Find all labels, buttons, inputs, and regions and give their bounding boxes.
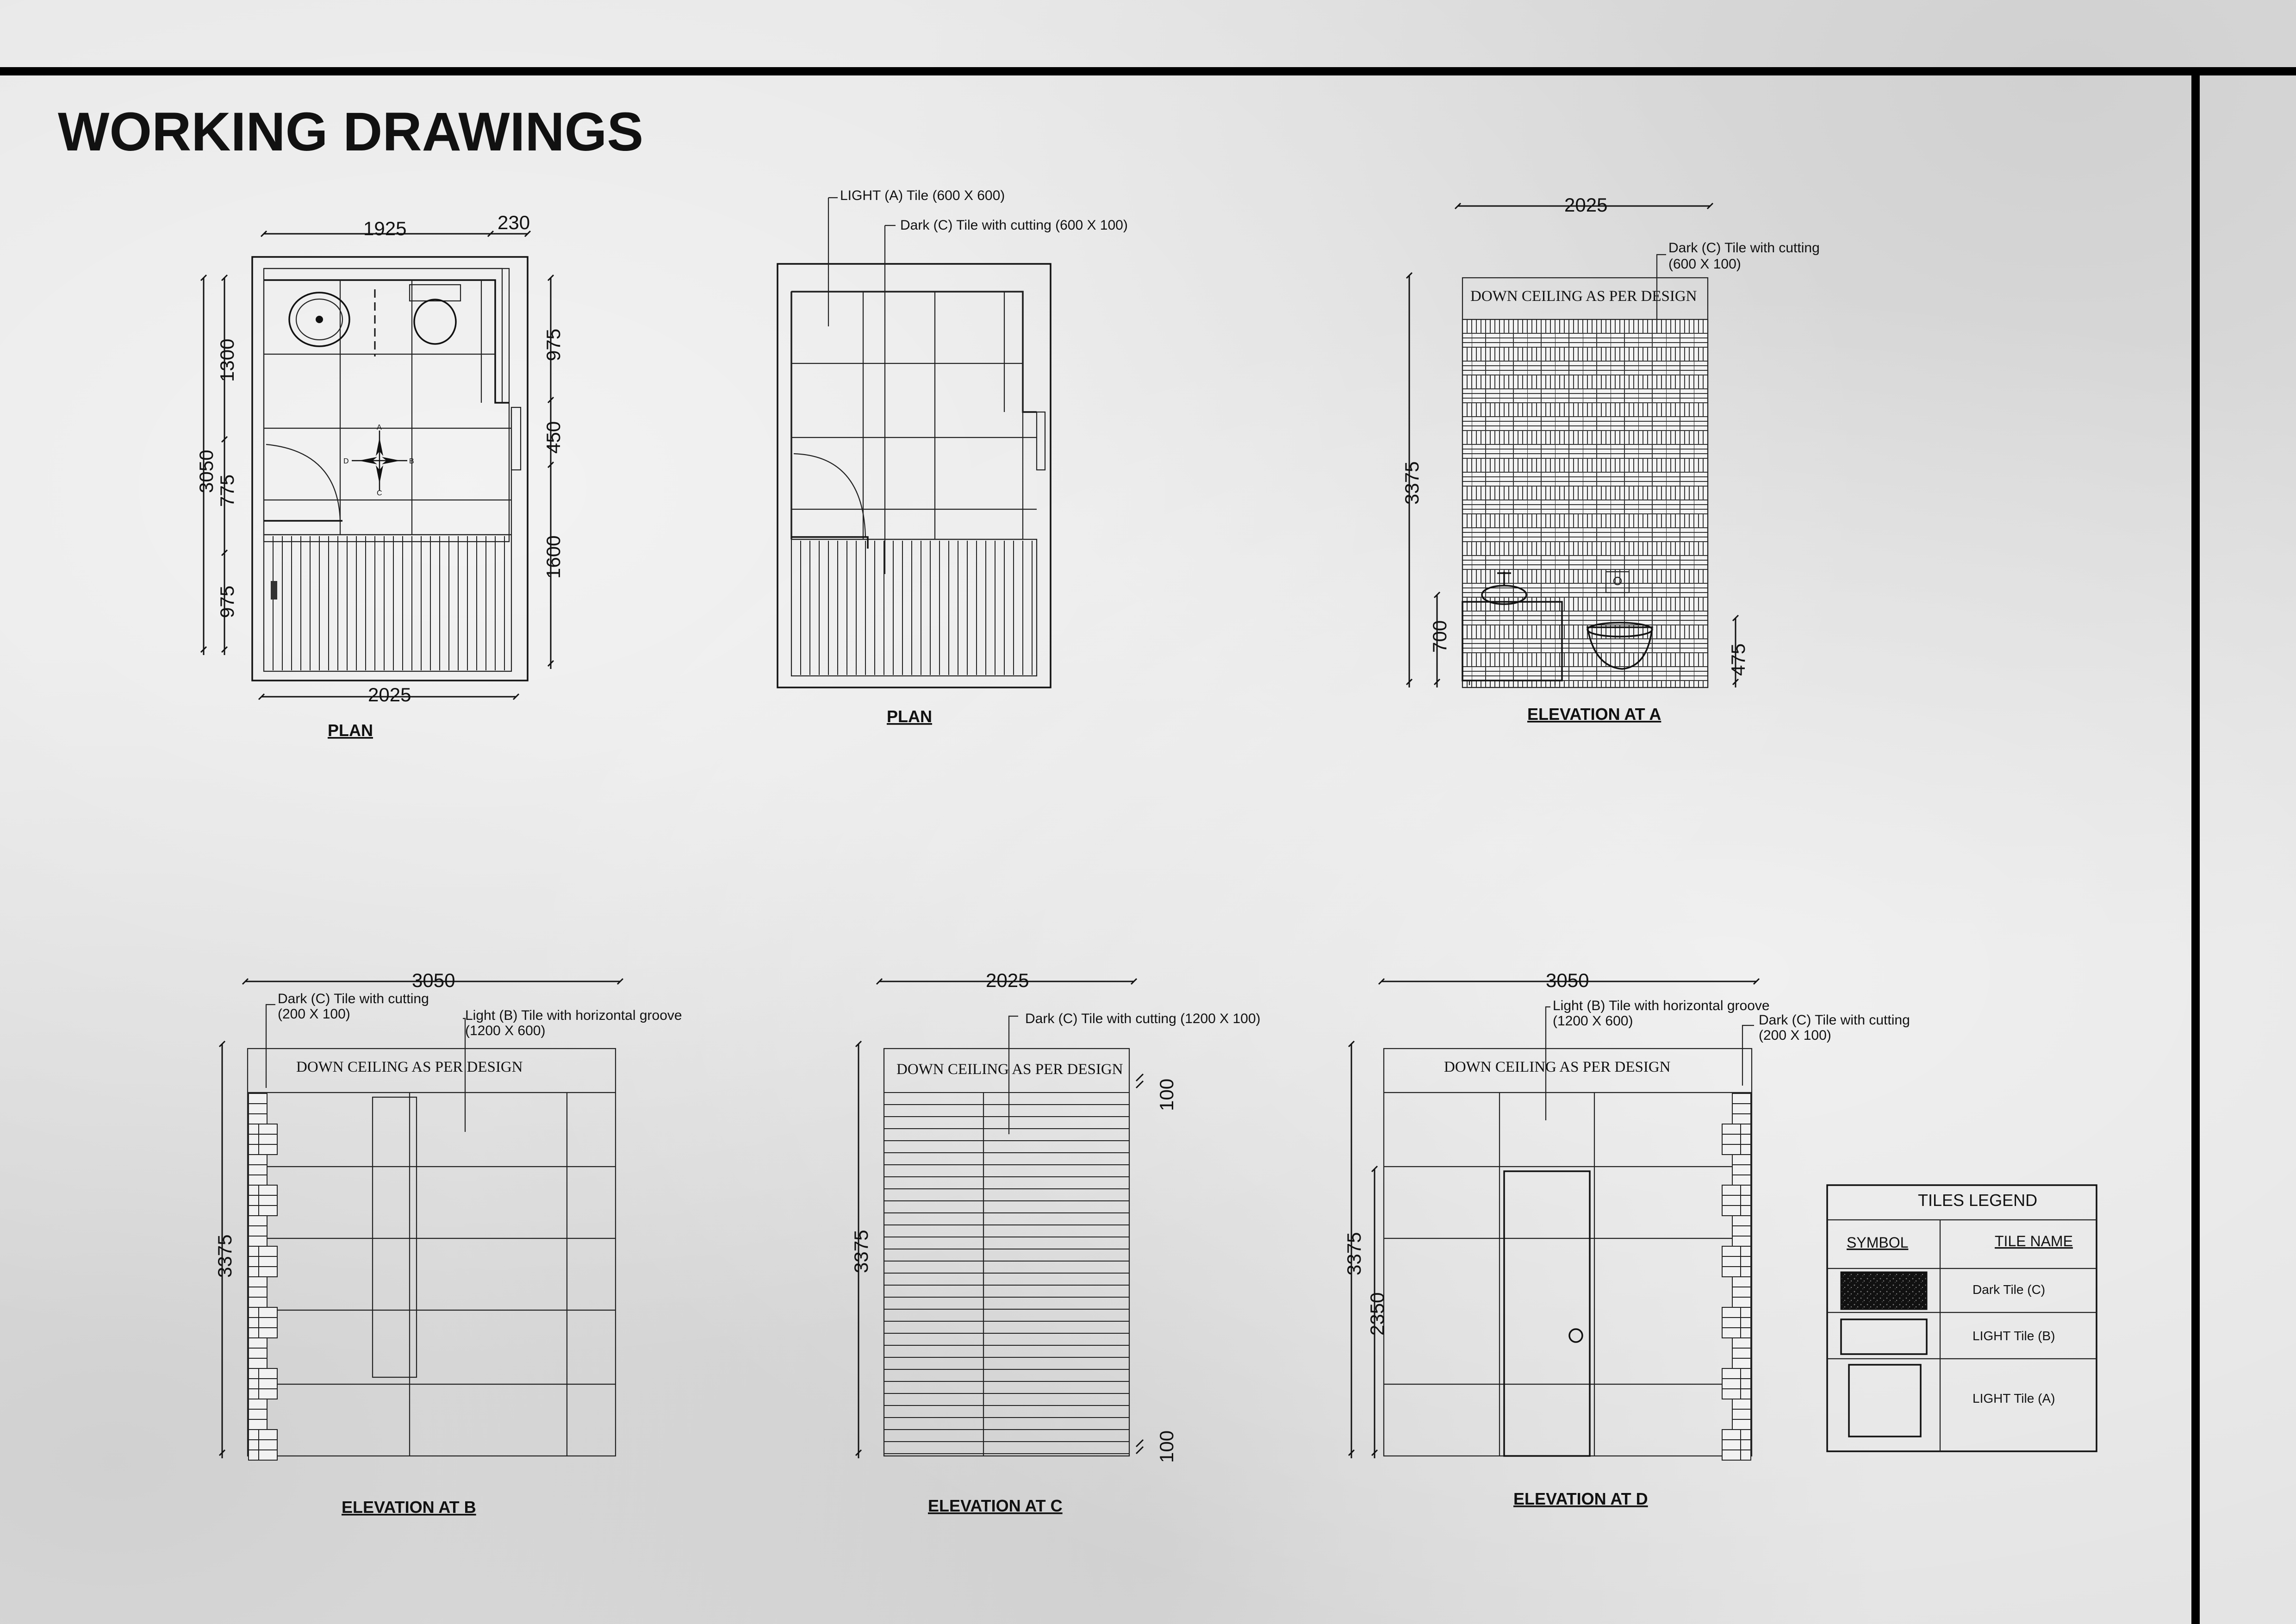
plan2-note-light-a: LIGHT (A) Tile (600 X 600)	[840, 188, 1005, 203]
svg-text:2025: 2025	[986, 969, 1029, 991]
elevD-ceiling-label: DOWN CEILING AS PER DESIGN	[1444, 1059, 1671, 1075]
svg-text:3050: 3050	[1546, 969, 1589, 991]
door-knob-icon	[1569, 1329, 1582, 1342]
svg-text:3050: 3050	[412, 969, 455, 991]
leader-line	[828, 198, 838, 326]
svg-text:C: C	[377, 489, 382, 497]
dim-2025: 2025	[368, 684, 411, 706]
svg-text:450: 450	[542, 421, 564, 454]
page-title: WORKING DRAWINGS	[58, 101, 644, 162]
elevation-c-title: ELEVATION AT C	[928, 1496, 1063, 1515]
elevB-note-light-b: Light (B) Tile with horizontal groove	[465, 1008, 682, 1023]
elevD-dark-tile-strip	[1722, 1093, 1751, 1460]
elevC-note-dark-c: Dark (C) Tile with cutting (1200 X 100)	[1025, 1011, 1261, 1026]
legend-row: LIGHT Tile (B)	[1972, 1329, 2055, 1343]
svg-text:3050: 3050	[195, 450, 217, 493]
plan-2-title: PLAN	[887, 707, 932, 726]
elevation-a	[1401, 194, 1820, 724]
dark-tile-swatch	[1841, 1272, 1927, 1309]
svg-text:3375: 3375	[1343, 1232, 1365, 1275]
plan2-floor-grooves	[801, 541, 1032, 675]
legend-row: LIGHT Tile (A)	[1972, 1391, 2055, 1405]
elevation-a-title: ELEVATION AT A	[1527, 705, 1661, 724]
legend-row: Dark Tile (C)	[1972, 1282, 2046, 1297]
plan-1	[195, 212, 564, 740]
svg-text:(600 X 100): (600 X 100)	[1668, 256, 1741, 272]
elevC-ceiling-label: DOWN CEILING AS PER DESIGN	[896, 1061, 1123, 1078]
svg-text:(1200 X 600): (1200 X 600)	[1553, 1013, 1633, 1029]
legend-col-name: TILE NAME	[1995, 1233, 2073, 1249]
svg-text:D: D	[343, 457, 349, 465]
elevB-note-dark-c: Dark (C) Tile with cutting	[278, 991, 429, 1006]
svg-text:(200 X 100): (200 X 100)	[1759, 1028, 1831, 1043]
toilet-icon	[410, 285, 460, 301]
elevation-d-title: ELEVATION AT D	[1513, 1489, 1648, 1508]
elevB-dark-tile-strip	[249, 1093, 277, 1460]
plan2-note-dark-c: Dark (C) Tile with cutting (600 X 100)	[900, 218, 1128, 233]
svg-text:700: 700	[1429, 620, 1450, 653]
elevD-note-light-b: Light (B) Tile with horizontal groove	[1553, 998, 1770, 1013]
elevD-note-dark-c: Dark (C) Tile with cutting	[1759, 1012, 1910, 1028]
light-b-swatch	[1841, 1319, 1927, 1354]
svg-text:1600: 1600	[542, 535, 564, 579]
elevation-d	[1343, 969, 1910, 1508]
frame-right-bar	[2191, 67, 2200, 1624]
svg-text:(200 X 100): (200 X 100)	[278, 1006, 350, 1022]
elevA-ceiling-label: DOWN CEILING AS PER DESIGN	[1470, 288, 1697, 305]
compass-icon	[343, 424, 414, 497]
svg-text:B: B	[409, 457, 414, 465]
svg-text:775: 775	[216, 474, 238, 507]
plan-1-title: PLAN	[328, 721, 373, 740]
leader-line	[885, 225, 896, 574]
dim-230: 230	[498, 212, 530, 233]
svg-text:1300: 1300	[216, 338, 238, 382]
plan-2	[778, 188, 1128, 726]
svg-text:3375: 3375	[850, 1230, 872, 1273]
svg-text:2025: 2025	[1564, 194, 1608, 216]
svg-text:(1200 X 600): (1200 X 600)	[465, 1023, 546, 1038]
svg-text:A: A	[377, 424, 382, 431]
elevation-c	[850, 969, 1261, 1515]
svg-text:975: 975	[542, 328, 564, 361]
svg-text:100: 100	[1156, 1078, 1177, 1111]
elevation-b	[214, 969, 682, 1517]
svg-text:3375: 3375	[1401, 461, 1423, 505]
dim-1925: 1925	[363, 218, 407, 239]
plan1-floor-grooves	[273, 536, 504, 670]
elevC-dark-tile-rows	[884, 1093, 1129, 1454]
tiles-legend	[1827, 1185, 2097, 1451]
door	[1504, 1171, 1590, 1456]
svg-text:3375: 3375	[214, 1234, 236, 1278]
frame-top-bar	[0, 67, 2296, 75]
light-a-swatch	[1849, 1365, 1921, 1437]
door-swing-arc	[266, 444, 340, 521]
elevation-b-title: ELEVATION AT B	[342, 1498, 476, 1517]
svg-text:475: 475	[1727, 643, 1749, 676]
legend-col-symbol: SYMBOL	[1847, 1234, 1909, 1251]
legend-title: TILES LEGEND	[1918, 1191, 2038, 1210]
svg-text:2350: 2350	[1366, 1292, 1388, 1336]
svg-text:975: 975	[216, 585, 238, 618]
elevA-note-dark-c: Dark (C) Tile with cutting	[1668, 240, 1820, 256]
svg-text:100: 100	[1156, 1430, 1177, 1463]
elevB-ceiling-label: DOWN CEILING AS PER DESIGN	[296, 1059, 523, 1075]
